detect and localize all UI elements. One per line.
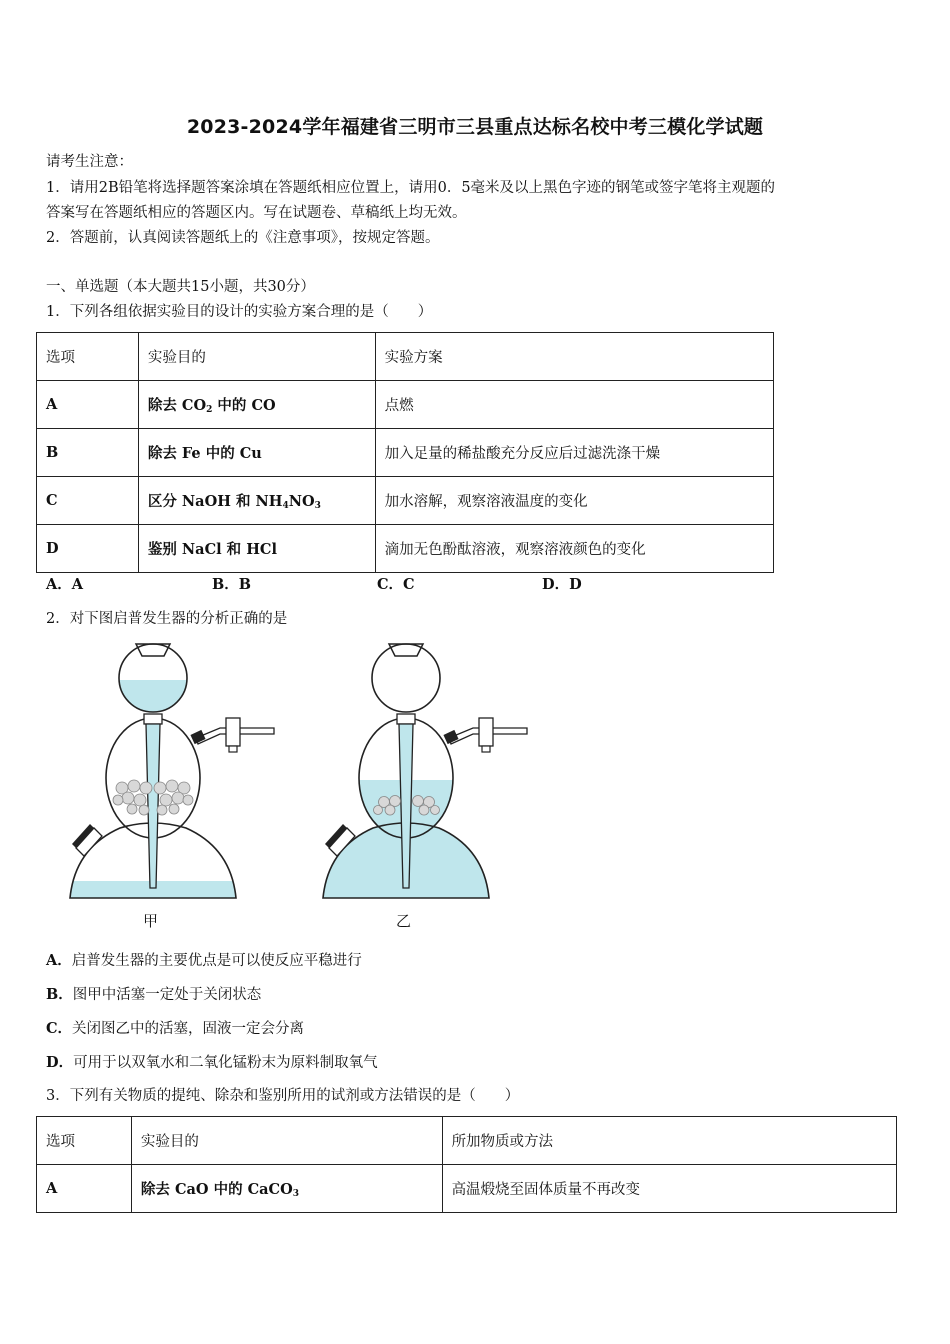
q3-table — [36, 1116, 897, 1213]
row-purpose: 区分 NaOH 和 $NH_4NO_3$ — [138, 477, 375, 525]
q2-stem: 2．对下图启普发生器的分析正确的是 — [46, 611, 288, 627]
q1-choice-b[interactable]: B．B — [212, 576, 252, 593]
liquid-top-jia — [60, 680, 260, 714]
row-purpose: 除去 $CO_2$ 中的 CO — [138, 381, 375, 429]
notice-heading: 请考生注意： — [46, 154, 133, 170]
row-plan: 点燃 — [375, 381, 773, 429]
kipp-generator-figure — [60, 638, 540, 938]
row-plan: 加水溶解，观察溶液温度的变化 — [375, 477, 773, 525]
notice-item-1-line-1: 1．请用2B铅笔将选择题答案涂填在答题纸相应位置上，请用0．5毫米及以上黑色字迹的钢笔或签字笔将主观题的 — [46, 180, 776, 196]
header-purpose: 实验目的 — [138, 333, 375, 381]
header-plan: 所加物质或方法 — [442, 1117, 896, 1165]
row-plan: 加入足量的稀盐酸充分反应后过滤洗涤干燥 — [375, 429, 773, 477]
row-plan: 滴加无色酚酞溶液，观察溶液颜色的变化 — [375, 525, 773, 573]
q2-option-d[interactable]: D．可用于以双氧水和二氧化锰粉末为原料制取氧气 — [46, 1054, 378, 1071]
q1-table — [36, 332, 774, 573]
page-title: 2023-2024学年福建省三明市三县重点达标名校中考三模化学试题 — [186, 116, 764, 138]
row-purpose: 鉴别 NaCl 和 HCl — [138, 525, 375, 573]
header-option: 选项 — [37, 1117, 132, 1165]
row-option: B — [37, 429, 139, 477]
q1-choice-a[interactable]: A．A — [46, 576, 84, 593]
table-row — [37, 525, 774, 573]
q3-stem: 3．下列有关物质的提纯、除杂和鉴别所用的试剂或方法错误的是（ ） — [46, 1088, 520, 1104]
table-row — [37, 381, 774, 429]
row-option: A — [37, 381, 139, 429]
table-row — [37, 429, 774, 477]
q1-choice-c[interactable]: C．C — [377, 576, 415, 593]
row-purpose: 除去 Fe 中的 Cu — [138, 429, 375, 477]
row-plan: 高温煅烧至固体质量不再改变 — [442, 1165, 896, 1213]
header-option: 选项 — [37, 333, 139, 381]
figure-label-jia: 甲 — [143, 912, 159, 930]
q2-option-b[interactable]: B．图甲中活塞一定处于关闭状态 — [46, 986, 262, 1003]
table-row — [37, 477, 774, 525]
q1-choice-d[interactable]: D．D — [542, 576, 582, 593]
q1-stem: 1．下列各组依据实验目的设计的实验方案合理的是（ ） — [46, 304, 433, 320]
apparatus-yi — [310, 644, 527, 898]
figure-label-yi: 乙 — [396, 912, 412, 930]
header-plan: 实验方案 — [375, 333, 773, 381]
notice-item-2: 2．答题前，认真阅读答题纸上的《注意事项》，按规定答题。 — [46, 230, 440, 246]
table-header-row — [37, 333, 774, 381]
table-row — [37, 1165, 897, 1213]
row-option: C — [37, 477, 139, 525]
header-purpose: 实验目的 — [131, 1117, 442, 1165]
row-purpose: 除去 CaO 中的 CaCO$_3$ — [131, 1165, 442, 1213]
row-option: A — [37, 1165, 132, 1213]
notice-item-1-line-2: 答案写在答题纸相应的答题区内。写在试题卷、草稿纸上均无效。 — [46, 205, 467, 221]
apparatus-jia — [60, 644, 274, 901]
q2-option-a[interactable]: A．启普发生器的主要优点是可以使反应平稳进行 — [46, 952, 362, 969]
table-header-row — [37, 1117, 897, 1165]
q2-option-c[interactable]: C．关闭图乙中的活塞，固液一定会分离 — [46, 1020, 305, 1037]
row-option: D — [37, 525, 139, 573]
section-heading: 一、单选题（本大题共15小题，共30分） — [46, 279, 315, 295]
